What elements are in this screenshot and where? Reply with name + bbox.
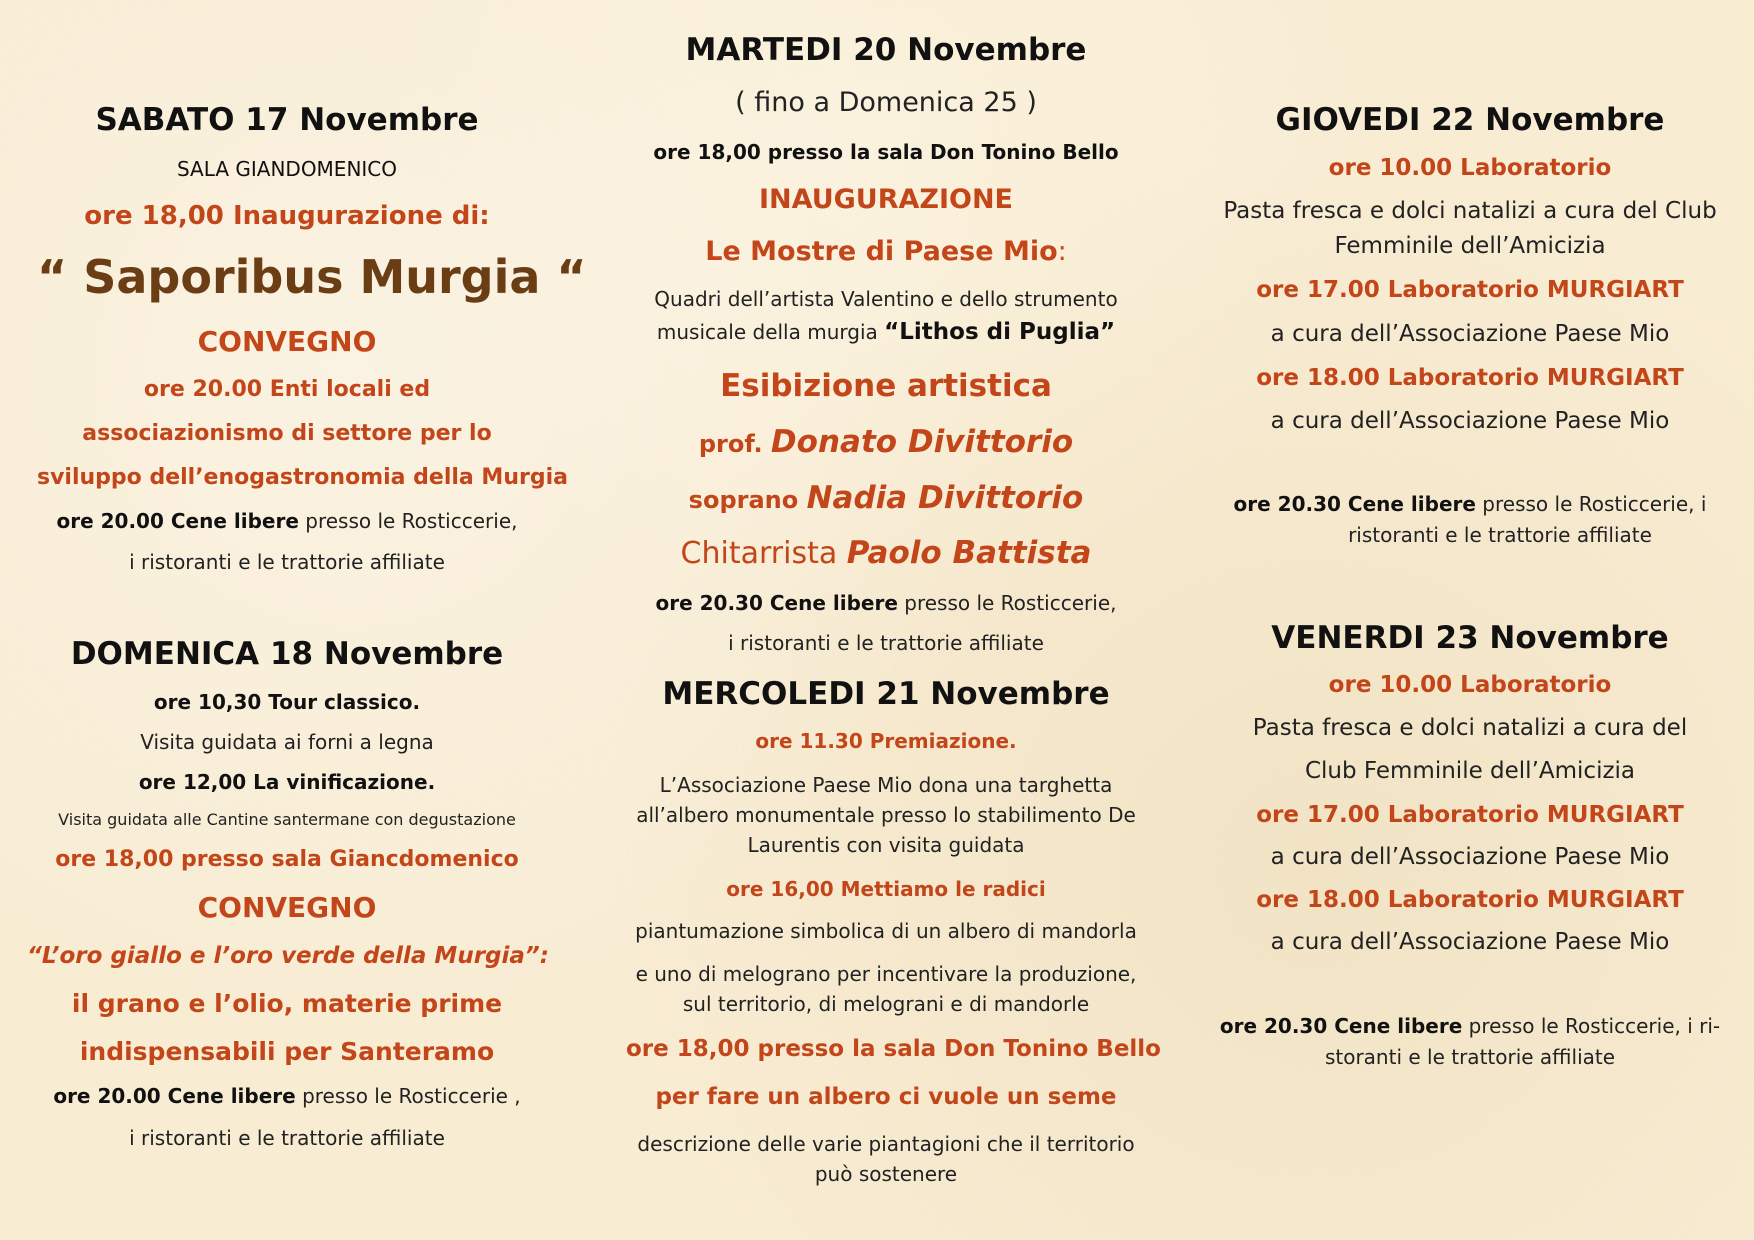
domenica-cene-line2: i ristoranti e le trattorie affiliate xyxy=(129,1126,445,1150)
giovedi-murgiart2: ore 18.00 Laboratorio MURGIART xyxy=(1256,365,1684,391)
mercoledi-assoc2: all’albero monumentale presso lo stabilimento De xyxy=(636,803,1136,827)
martedi-heading: MARTEDI 20 Novembre xyxy=(685,32,1087,68)
mercoledi-descr2: può sostenere xyxy=(814,1162,958,1186)
performer-1-name: Donato Divittorio xyxy=(770,424,1074,460)
domenica-heading: DOMENICA 18 Novembre xyxy=(70,636,504,672)
domenica-cene-bold: ore 20.00 Cene libere xyxy=(53,1084,296,1108)
mercoledi-assoc1: L’Associazione Paese Mio dona una targhetta xyxy=(659,773,1113,797)
martedi-inaugurazione: INAUGURAZIONE xyxy=(758,184,1014,215)
martedi-mostre xyxy=(626,234,1146,269)
venerdi-cene-rest: presso le Rosticcerie, i ri- xyxy=(1462,1014,1721,1038)
performer-2-name: Nadia Divittorio xyxy=(806,480,1084,516)
giovedi-cene-line2: ristoranti e le trattorie affiliate xyxy=(1348,523,1652,547)
mercoledi-piant2: e uno di melograno per incentivare la produzione, xyxy=(635,962,1137,986)
sabato-sala: SALA GIANDOMENICO xyxy=(176,157,398,181)
giovedi-murgiart1: ore 17.00 Laboratorio MURGIART xyxy=(1256,277,1684,303)
venerdi-cene-bold: ore 20.30 Cene libere xyxy=(1219,1014,1463,1038)
giovedi-murgiart1-cura: a cura dell’Associazione Paese Mio xyxy=(1270,321,1670,347)
venerdi-pasta2: Club Femminile dell’Amicizia xyxy=(1304,758,1636,784)
giovedi-heading: GIOVEDI 22 Novembre xyxy=(1275,102,1665,138)
venerdi-murgiart1: ore 17.00 Laboratorio MURGIART xyxy=(1256,802,1684,828)
venerdi-cene-line2: storanti e le trattorie affiliate xyxy=(1324,1045,1616,1069)
mercoledi-piant3: sul territorio, di melograni e di mandorle xyxy=(682,992,1090,1016)
sabato-cene-bold: ore 20.00 Cene libere xyxy=(56,509,299,533)
mercoledi-descr1: descrizione delle varie piantagioni che il territorio xyxy=(637,1132,1135,1156)
martedi-performer-1 xyxy=(626,422,1146,462)
giovedi-lab: ore 10.00 Laboratorio xyxy=(1328,155,1612,181)
performer-2-role: soprano xyxy=(688,486,807,514)
performer-3-name: Paolo Battista xyxy=(846,535,1092,571)
sabato-cene-rest: presso le Rosticcerie, xyxy=(298,509,518,533)
giovedi-pasta2: Femminile dell’Amicizia xyxy=(1334,233,1606,259)
giovedi-cene-rest: presso le Rosticcerie, i xyxy=(1475,492,1707,516)
venerdi-murgiart2: ore 18.00 Laboratorio MURGIART xyxy=(1256,887,1684,913)
martedi-cene-bold: ore 20.30 Cene libere xyxy=(655,591,898,615)
venerdi-heading: VENERDI 23 Novembre xyxy=(1271,620,1669,656)
venerdi-cene xyxy=(1200,1013,1740,1039)
sabato-convegno: CONVEGNO xyxy=(197,325,377,358)
venerdi-murgiart2-cura: a cura dell’Associazione Paese Mio xyxy=(1270,929,1670,955)
domenica-line5: ore 18,00 presso sala Giancdomenico xyxy=(55,847,519,872)
domenica-line3: ore 12,00 La vinificazione. xyxy=(138,770,436,794)
sabato-inaugurazione: ore 18,00 Inaugurazione di: xyxy=(84,201,490,231)
mercoledi-sala: ore 18,00 presso la sala Don Tonino Bello xyxy=(626,1036,1161,1062)
mercoledi-assoc3: Laurentis con visita guidata xyxy=(747,833,1025,857)
martedi-quadri1: Quadri dell’artista Valentino e dello strumento xyxy=(654,287,1118,311)
martedi-cene-rest: presso le Rosticcerie, xyxy=(897,591,1117,615)
mercoledi-heading: MERCOLEDI 21 Novembre xyxy=(662,676,1110,712)
martedi-performer-2 xyxy=(626,478,1146,518)
giovedi-cene-bold: ore 20.30 Cene libere xyxy=(1233,492,1476,516)
martedi-lithos: “Lithos di Puglia” xyxy=(884,319,1116,345)
mercoledi-seme: per fare un albero ci vuole un seme xyxy=(655,1084,1117,1110)
martedi-cene-line2: i ristoranti e le trattorie affiliate xyxy=(728,631,1044,655)
martedi-cene xyxy=(626,590,1146,616)
domenica-quote1: “L’oro giallo e l’oro verde della Murgia”: xyxy=(27,943,549,969)
sabato-line1: ore 20.00 Enti locali ed xyxy=(143,377,431,402)
mercoledi-radici: ore 16,00 Mettiamo le radici xyxy=(726,877,1046,901)
martedi-mostre-title: Le Mostre di Paese Mio xyxy=(705,236,1058,267)
martedi-performer-3 xyxy=(626,533,1146,573)
martedi-esibizione: Esibizione artistica xyxy=(720,368,1052,404)
sabato-line3: sviluppo dell’enogastronomia della Murgia xyxy=(37,465,568,490)
domenica-cene xyxy=(37,1083,537,1109)
martedi-quadri2 xyxy=(626,318,1146,348)
venerdi-lab: ore 10.00 Laboratorio xyxy=(1328,672,1612,698)
martedi-sub: ( fino a Domenica 25 ) xyxy=(735,87,1037,118)
domenica-line4: Visita guidata alle Cantine santermane con degustazione xyxy=(58,810,516,829)
giovedi-murgiart2-cura: a cura dell’Associazione Paese Mio xyxy=(1270,408,1670,434)
mercoledi-premiazione: ore 11.30 Premiazione. xyxy=(755,729,1017,753)
domenica-line1: ore 10,30 Tour classico. xyxy=(153,690,421,714)
giovedi-cene xyxy=(1200,491,1740,517)
performer-1-role: prof. xyxy=(698,430,771,458)
domenica-cene-rest: presso le Rosticcerie , xyxy=(295,1084,521,1108)
sabato-heading: SABATO 17 Novembre xyxy=(95,102,479,138)
martedi-mostre-colon: : xyxy=(1057,236,1067,267)
saporibus-title: “ Saporibus Murgia “ xyxy=(37,250,587,304)
sabato-line2: associazionismo di settore per lo xyxy=(82,421,492,446)
venerdi-pasta1: Pasta fresca e dolci natalizi a cura del xyxy=(1252,715,1688,741)
performer-3-role: Chitarrista xyxy=(680,536,847,571)
domenica-line2: Visita guidata ai forni a legna xyxy=(140,730,434,754)
domenica-quote2: il grano e l’olio, materie prime xyxy=(71,989,503,1018)
mercoledi-piant1: piantumazione simbolica di un albero di mandorla xyxy=(635,919,1137,943)
martedi-time: ore 18,00 presso la sala Don Tonino Bello xyxy=(653,140,1119,164)
giovedi-pasta1: Pasta fresca e dolci natalizi a cura del Club xyxy=(1223,198,1717,224)
sabato-cene-line2: i ristoranti e le trattorie affiliate xyxy=(129,550,445,574)
venerdi-murgiart1-cura: a cura dell’Associazione Paese Mio xyxy=(1270,844,1670,870)
domenica-convegno: CONVEGNO xyxy=(197,891,377,924)
sabato-cene xyxy=(37,508,537,534)
martedi-quadri2-text: musicale della murgia xyxy=(656,320,885,344)
domenica-quote3: indispensabili per Santeramo xyxy=(79,1037,495,1066)
